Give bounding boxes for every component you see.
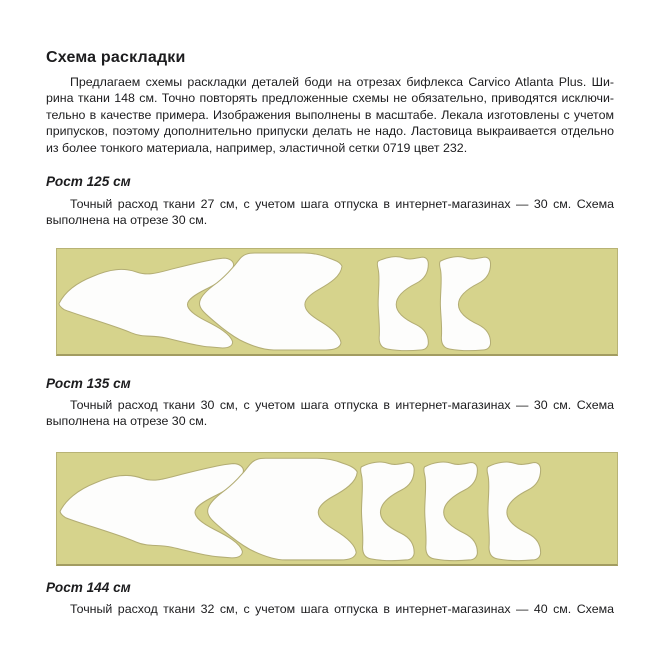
fabric-layout-image-135 [56, 452, 618, 566]
section-line: выполнена на отрезе 30 см. [46, 213, 208, 228]
intro-line: Предлагаем схемы раскладки деталей боди на отрезах бифлекса Carvico Atlanta Plus. Ши- [70, 75, 614, 89]
intro-paragraph [46, 74, 614, 156]
page-title: Схема раскладки [46, 48, 186, 66]
pattern-piece-sleeve [440, 257, 491, 351]
section-paragraph-144 [46, 601, 614, 617]
pattern-layout-svg-125 [57, 249, 617, 354]
pattern-layout-svg-135 [57, 453, 617, 564]
intro-line: рина ткани 148 см. Точно повторять предложенные схемы не обязательно, приводятся исключи- [46, 91, 614, 106]
intro-line: тельно в качестве примера. Изображения выполнены в масштабе. Лекала изготовлены с учетом [46, 107, 614, 122]
pattern-piece-sleeve [487, 462, 540, 561]
section-paragraph-135 [46, 397, 614, 430]
section-paragraph-125 [46, 196, 614, 229]
intro-line: припусков, поэтому дополнительно припуски делать не надо. Ластовица выкраивается отдельно [46, 124, 614, 139]
section-line: Точный расход ткани 27 см, с учетом шага отпуска в интернет-магазинах — 30 см. Схема [70, 197, 614, 211]
fabric-layout-image-125 [56, 248, 618, 356]
pattern-piece-sleeve [377, 257, 428, 351]
section-line: выполнена на отрезе 30 см. [46, 414, 208, 429]
section-heading-144: Рост 144 см [46, 580, 131, 595]
section-heading-125: Рост 125 см [46, 174, 131, 189]
section-heading-135: Рост 135 см [46, 376, 131, 391]
section-line: Точный расход ткани 30 см, с учетом шага отпуска в интернет-магазинах — 30 см. Схема [70, 398, 614, 412]
pattern-piece-sleeve [361, 462, 414, 561]
pattern-piece-sleeve [424, 462, 477, 561]
section-line: Точный расход ткани 32 см, с учетом шага отпуска в интернет-магазинах — 40 см. Схема [70, 602, 614, 616]
intro-line: из более тонкого материала, например, эластичной сетки 0719 цвет 232. [46, 140, 468, 155]
